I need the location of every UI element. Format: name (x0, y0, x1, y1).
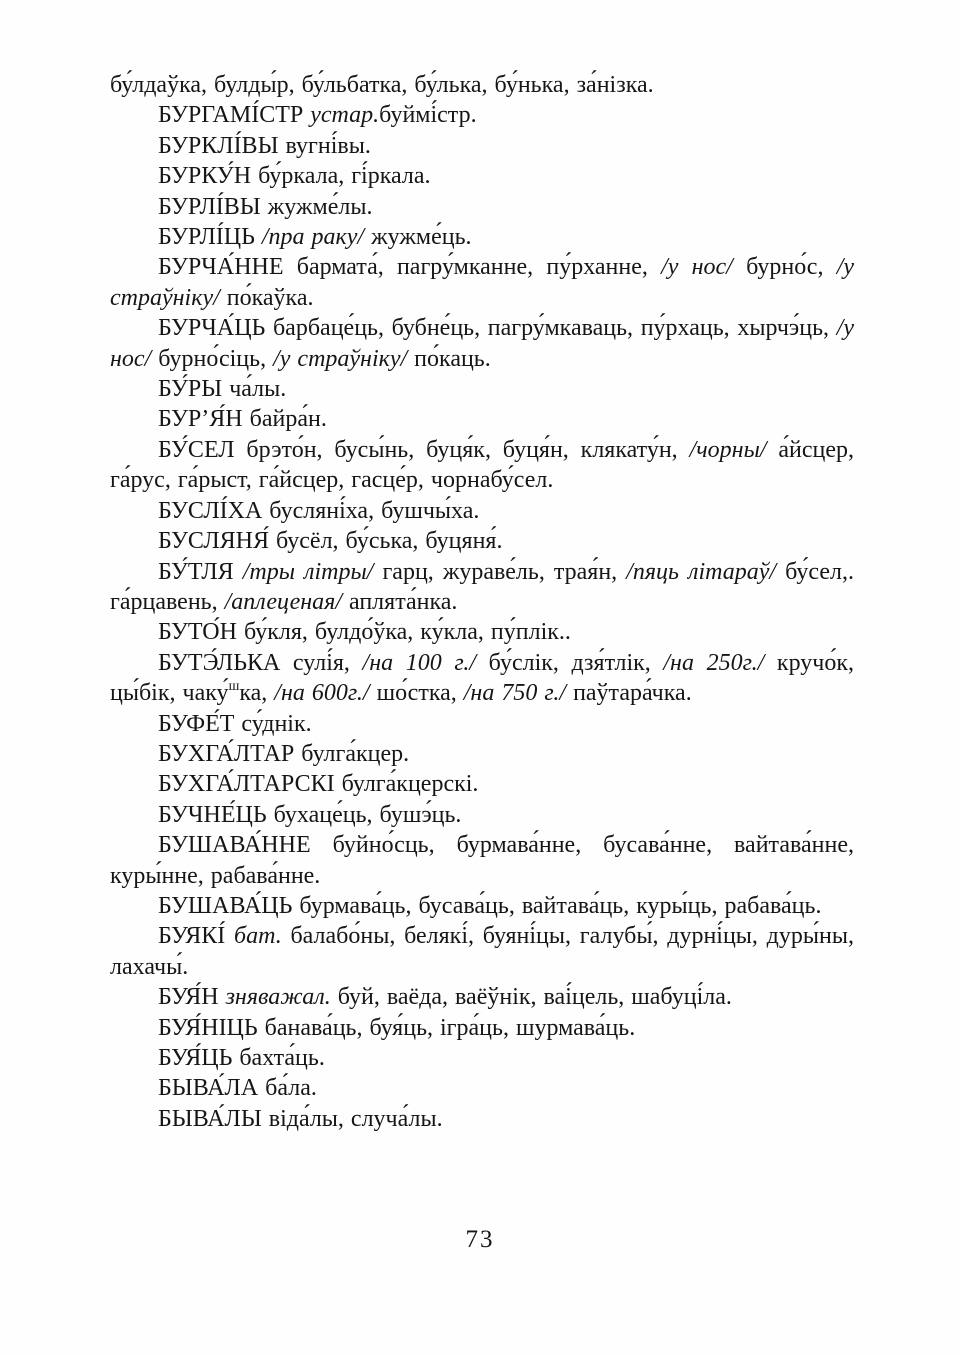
dictionary-entry (110, 830, 854, 891)
dictionary-entry (110, 496, 854, 526)
dictionary-entry (110, 557, 854, 618)
entry-text: БУШАВА́ЦЬ бурмава́ць, бусава́ць, вайтава́ць, куры́ць, рабава́ць. (158, 892, 822, 919)
entry-text: БЫВА́ЛА ба́ла. (158, 1075, 317, 1102)
entry-text: БУРКЛІ́ВЫ вугні́вы. (158, 132, 371, 159)
entry-text: БУРЧА́ННЕ бармата́, пагру́мканне, пу́рханне, (158, 254, 662, 281)
dictionary-entry (110, 526, 854, 556)
entry-text: БУЯКІ́ (158, 923, 234, 950)
entry-text: БУ́РЫ ча́лы. (158, 376, 287, 403)
dictionary-entry (110, 1073, 854, 1103)
entry-usage-label-italic: /на 100 г./ (362, 649, 477, 676)
dictionary-entry (110, 1104, 854, 1134)
entry-text: БЫВА́ЛЫ віда́лы, случа́лы. (158, 1105, 443, 1132)
entry-text: бу́лдаўка, булды́р, бу́льбатка, бу́лька, бу́нька, за́нізка. (110, 72, 654, 98)
entry-text: БУЧНЕ́ЦЬ бухаце́ць, бушэ́ць. (158, 801, 462, 828)
entry-usage-label-italic: /у страўніку/ (273, 345, 408, 372)
entry-text: буй, ваёда, ваёўнік, ваі́цель, шабуці́ла. (330, 984, 732, 1011)
dictionary-entry (110, 404, 854, 434)
entry-text: по́каць. (407, 345, 491, 372)
entry-text: БУРГАМІ́СТР (158, 102, 311, 129)
dictionary-entry (110, 921, 854, 982)
dictionary-entry (110, 982, 854, 1012)
entry-text: балабо́ны, белякі́, буяні́цы, галубы́, дурні́цы, дуры́ны, лахачы́. (110, 923, 854, 980)
dictionary-entry (110, 161, 854, 191)
dictionary-entry (110, 374, 854, 404)
entry-text: БУСЛІ́ХА бусляні́ха, бушчы́ха. (158, 497, 480, 524)
entry-text: бурно́с, (732, 254, 837, 281)
entry-text: БУХГА́ЛТАРСКІ булга́кцерскі. (158, 771, 479, 798)
entry-text: жужме́ць. (364, 224, 472, 251)
entry-text: а́йсцер, га́рус, га́рыст, га́йсцер, гасце́р, чорнабу́сел. (110, 436, 854, 494)
entry-text: БУФЕ́Т су́днік. (158, 710, 312, 737)
entry-text: БУТО́Н бу́кля, булдо́ўка, ку́кла, пу́плік.. (158, 619, 571, 646)
dictionary-entry (110, 100, 854, 130)
dictionary-entry (110, 313, 854, 374)
page-number: 73 (465, 1226, 495, 1253)
entry-text: БУРЧА́ЦЬ барбаце́ць, бубне́ць, пагру́мкаваць, пу́рхаць, хырчэ́ць, (158, 315, 837, 342)
dictionary-entry (110, 192, 854, 222)
entry-text: БУРЛІ́ВЫ жужме́лы. (158, 193, 373, 220)
entry-text: буймі́стр. (379, 102, 477, 129)
entry-text: бу́слік, дзя́тлік, (476, 649, 664, 676)
entry-text: БУЯ́ЦЬ бахта́ць. (158, 1045, 325, 1071)
entry-usage-label-italic: /пра раку/ (261, 224, 365, 251)
entry-text: БУТЭ́ЛЬКА сулі́я, (158, 649, 363, 676)
entry-text: БУХГА́ЛТАР булга́кцер. (158, 740, 410, 767)
entry-text: БУСЛЯНЯ́ бусёл, бу́ська, буцяня́. (158, 528, 503, 555)
entry-text: БУ́ТЛЯ (158, 558, 243, 585)
entry-usage-label-italic: /у страўніку/ (110, 254, 855, 311)
dictionary-entry (110, 252, 854, 313)
entry-text: БУЯ́Н (158, 984, 226, 1011)
dictionary-entry (110, 131, 854, 161)
entry-text: бу́сел,. га́рцавень, (110, 558, 855, 615)
dictionary-entry (110, 709, 854, 739)
entry-text: шо́стка, (369, 680, 464, 707)
entry-usage-label-italic: /тры літры/ (242, 558, 374, 585)
entry-usage-label-italic: /пяць літараў/ (626, 558, 777, 585)
entry-text: паўтара́чка. (566, 680, 692, 707)
entry-usage-label-italic: /у нос/ (110, 315, 854, 372)
entry-text: БУР’Я́Н байра́н. (158, 406, 327, 433)
dictionary-entry (110, 800, 854, 830)
dictionary-entry (110, 769, 854, 799)
dictionary-entry (110, 435, 854, 496)
entry-usage-label-italic: /аплеценая/ (224, 588, 342, 615)
entry-text: БУЯ́НІЦЬ банава́ць, буя́ць, ігра́ць, шурмава́ць. (158, 1014, 636, 1041)
entry-text: аплята́нка. (342, 588, 458, 615)
dictionary-entry (110, 1013, 854, 1043)
entry-usage-label-italic: /чорны/ (689, 436, 767, 463)
entry-usage-label-italic: /на 750 г./ (463, 680, 567, 707)
entry-usage-label-italic: /на 600г./ (274, 680, 370, 707)
dictionary-entry (110, 739, 854, 769)
entry-text: гарц, жураве́ль, трая́н, (373, 558, 627, 585)
handwritten-annotation: ш (228, 679, 240, 695)
entry-text: по́каўка. (219, 284, 314, 311)
entry-text: БУШАВА́ННЕ буйно́сць, бурмава́нне, бусава́нне, вайтава́нне, куры́нне, рабава́нне. (110, 832, 854, 889)
entry-usage-label-italic: бат. (234, 923, 282, 950)
entry-text: ка, (239, 680, 275, 707)
dictionary-entry (110, 891, 854, 921)
dictionary-entry (110, 648, 854, 709)
entry-usage-label-italic: /у нос/ (661, 254, 733, 281)
dictionary-entry (110, 1043, 854, 1073)
dictionary-entry (110, 617, 854, 647)
entry-usage-label-italic: зняважал. (225, 984, 331, 1011)
entry-usage-label-italic: /на 250г./ (663, 649, 765, 676)
entry-text: бурно́сіць, (151, 345, 274, 372)
entry-text: БУ́СЕЛ брэто́н, бусы́нь, буця́к, буця́н, клякату́н, (158, 436, 690, 463)
entry-text: БУРКУ́Н бу́ркала, гі́ркала. (158, 163, 431, 190)
entry-text: БУРЛІ́ЦЬ (158, 224, 262, 251)
entry-usage-label-italic: устар. (310, 102, 380, 129)
dictionary-entry (110, 70, 854, 100)
dictionary-entries-block (110, 70, 854, 1134)
dictionary-entry (110, 222, 854, 252)
entry-text: кручо́к, цы́бік, чаку́ (110, 649, 854, 707)
